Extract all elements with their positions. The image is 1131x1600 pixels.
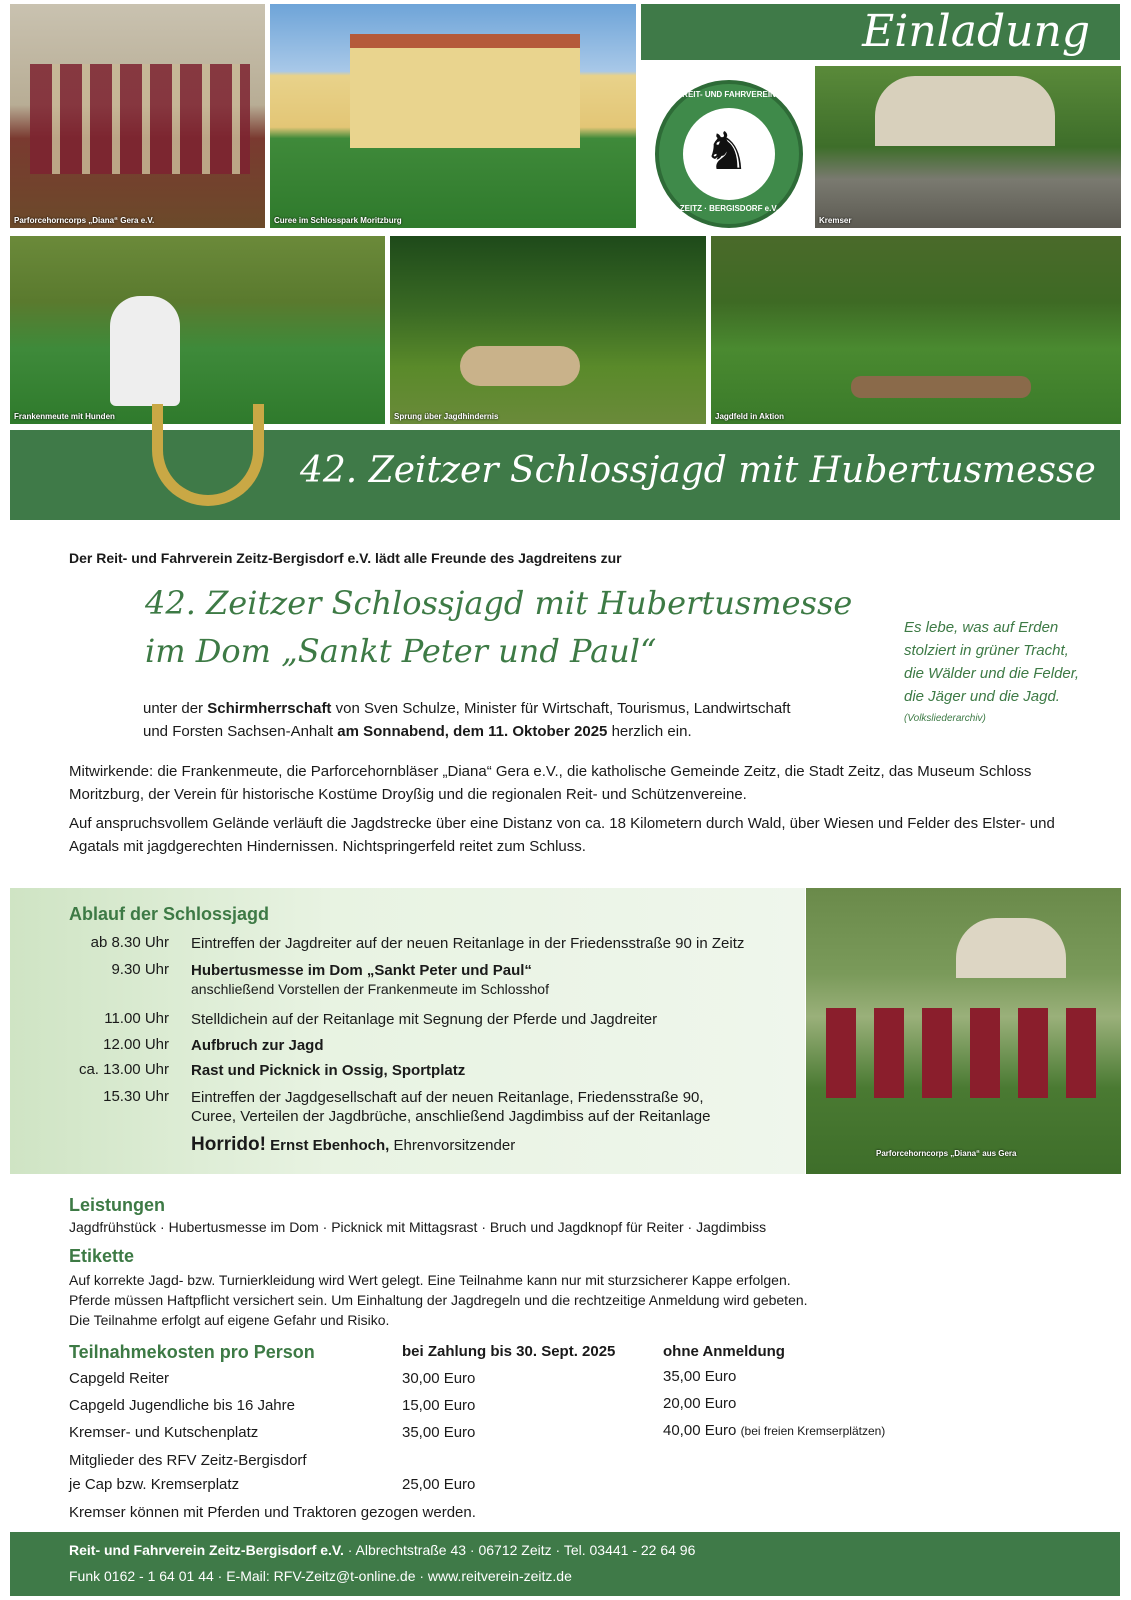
footer-contact: Funk 0162 - 1 64 01 44 · E-Mail: RFV-Zeitz@t-online.de · www.reitverein-zeitz.de <box>69 1568 572 1584</box>
horrido-line <box>191 1134 515 1156</box>
footer <box>10 1532 1120 1596</box>
einladung-banner <box>641 4 1120 60</box>
cost-late-value: 40,00 Euro <box>663 1422 737 1439</box>
cost-late: 20,00 Euro <box>663 1395 737 1412</box>
event-date: am Sonnabend, dem 11. Oktober 2025 <box>337 723 608 740</box>
photo-hornblaeser <box>806 888 1121 1174</box>
quote-block <box>904 616 1109 730</box>
banner-title: 42. Zeitzer Schlossjagd mit Hubertusmesse <box>300 450 1096 491</box>
leistungen-text: Jagdfrühstück · Hubertusmesse im Dom · Picknick mit Mittagsrast · Bruch und Jagdknopf für Reiter · Jagdimbiss <box>69 1219 767 1235</box>
program-time: ab 8.30 Uhr <box>90 934 169 951</box>
cost-early: 25,00 Euro <box>402 1476 476 1493</box>
horse-icon: ♞ <box>703 123 750 181</box>
program-bold: Rast und Picknick in Ossig, Sportplatz <box>191 1062 466 1079</box>
cost-label: Kremser- und Kutschenplatz <box>69 1424 259 1441</box>
logo-ring-text-top: REIT- UND FAHRVEREIN <box>682 90 776 99</box>
event-title-line2: im Dom „Sankt Peter und Paul“ <box>145 632 657 670</box>
program-time: 15.30 Uhr <box>103 1088 169 1105</box>
logo-ring-text-bottom: ZEITZ · BERGISDORF e.V. <box>679 204 779 213</box>
photo-horncorps <box>10 4 265 228</box>
program-time: 9.30 Uhr <box>111 961 169 978</box>
intro-lead: Der Reit- und Fahrverein Zeitz-Bergisdorf e.V. lädt alle Freunde des Jagdreitens zur <box>69 550 622 566</box>
program-text: Eintreffen der Jagdgesellschaft auf der neuen Reitanlage, Friedensstraße 90, Curee, Verteilen der Jagdbrüche, anschließend Jagdimbiss auf der Reitanlage <box>191 1089 711 1125</box>
event-title-line1: 42. Zeitzer Schlossjagd mit Hubertusmesse <box>145 584 853 622</box>
program-bold: Hubertusmesse im Dom „Sankt Peter und Paul“ <box>191 962 532 979</box>
patron-text: unter der <box>143 700 208 717</box>
leistungen-title: Leistungen <box>69 1195 166 1215</box>
kosten-col-early: bei Zahlung bis 30. Sept. 2025 <box>402 1343 616 1360</box>
cost-label: Capgeld Jugendliche bis 16 Jahre <box>69 1397 295 1414</box>
etikette-line: Die Teilnahme erfolgt auf eigene Gefahr und Risiko. <box>69 1312 390 1328</box>
quote-line: stolziert in grüner Tracht, <box>904 642 1069 659</box>
etikette-line: Auf korrekte Jagd- bzw. Turnierkleidung wird Wert gelegt. Eine Teilnahme kann nur mit sturzsicherer Kappe erfolgen. <box>69 1272 791 1288</box>
cost-early: 35,00 Euro <box>402 1424 476 1441</box>
einladung-title: Einladung <box>862 6 1090 57</box>
program-text: Eintreffen der Jagdreiter auf der neuen Reitanlage in der Friedensstraße 90 in Zeitz <box>191 935 745 952</box>
patronage <box>143 697 883 743</box>
cost-early: 15,00 Euro <box>402 1397 476 1414</box>
club-logo <box>655 80 803 228</box>
footer-address: · Albrechtstraße 43 · 06712 Zeitz · Tel. 03441 - 22 64 96 <box>343 1542 696 1558</box>
etikette-title: Etikette <box>69 1246 135 1266</box>
signer-role: Ehrenvorsitzender <box>393 1137 516 1154</box>
patron-text: herzlich ein. <box>607 723 692 740</box>
photo-caption: Curee im Schlosspark Moritzburg <box>274 216 402 225</box>
footer-org: Reit- und Fahrverein Zeitz-Bergisdorf e.V. <box>69 1542 344 1558</box>
photo-caption: Jagdfeld in Aktion <box>715 412 785 421</box>
program-text: Stelldichein auf der Reitanlage mit Segnung der Pferde und Jagdreiter <box>191 1011 658 1028</box>
photo-caption: Sprung über Jagdhindernis <box>394 412 499 421</box>
quote-line: die Wälder und die Felder, <box>904 665 1080 682</box>
cost-label: Mitglieder des RFV Zeitz-Bergisdorf <box>69 1452 307 1469</box>
program-time: 11.00 Uhr <box>104 1010 169 1027</box>
photo-castle <box>270 4 636 228</box>
photo-caption: Parforcehorncorps „Diana“ Gera e.V. <box>14 216 155 225</box>
patron-bold: Schirmherrschaft <box>207 700 332 717</box>
cost-late: 35,00 Euro <box>663 1368 737 1385</box>
strecke: Auf anspruchsvollem Gelände verläuft die Jagdstrecke über eine Distanz von ca. 18 Kilometern durch Wald, über Wiesen und Felder des Elster- und Agatals mit jagdgerechten Hindernissen. Nichtspringerfeld reitet zum Schluss. <box>69 815 1055 855</box>
patron-text: und Forsten Sachsen-Anhalt <box>143 723 338 740</box>
ablauf-title: Ablauf der Schlossjagd <box>69 904 270 924</box>
cost-label: Capgeld Reiter <box>69 1370 170 1387</box>
signer-name: Ernst Ebenhoch, <box>270 1137 390 1154</box>
horrido: Horrido! <box>191 1134 266 1155</box>
photo-caption: Parforcehorncorps „Diana“ aus Gera <box>876 1149 1017 1158</box>
quote-line: Es lebe, was auf Erden <box>904 619 1059 636</box>
etikette-line: Pferde müssen Haftpflicht versichert sein. Um Einhaltung der Jagdregeln und die rechtzeitige Anmeldung wird gebeten. <box>69 1292 808 1308</box>
kosten-col-late: ohne Anmeldung <box>663 1343 785 1360</box>
quote-source: (Volksliederarchiv) <box>904 713 986 724</box>
kosten-footnote: Kremser können mit Pferden und Traktoren gezogen werden. <box>69 1504 476 1521</box>
quote-line: die Jäger und die Jagd. <box>904 688 1060 705</box>
cost-note: (bei freien Kremserplätzen) <box>740 1424 886 1438</box>
program-bold: Aufbruch zur Jagd <box>191 1037 324 1054</box>
program-time: 12.00 Uhr <box>103 1036 169 1053</box>
cost-early: 30,00 Euro <box>402 1370 476 1387</box>
photo-frankenmeute <box>10 236 385 424</box>
program-sub: anschließend Vorstellen der Frankenmeute im Schlosshof <box>191 981 549 997</box>
program-time: ca. 13.00 Uhr <box>78 1061 169 1078</box>
photo-caption: Kremser <box>819 216 852 225</box>
photo-kremser <box>815 66 1121 228</box>
cost-late <box>663 1422 885 1439</box>
photo-caption: Frankenmeute mit Hunden <box>14 412 115 421</box>
ablauf-panel <box>10 888 805 1174</box>
etikette-text <box>69 1270 808 1330</box>
patron-text: von Sven Schulze, Minister für Wirtschaft, Tourismus, Landwirtschaft <box>331 700 791 717</box>
photo-sprung <box>390 236 706 424</box>
mitwirkende: Mitwirkende: die Frankenmeute, die Parforcehornbläser „Diana“ Gera e.V., die katholische Gemeinde Zeitz, die Stadt Zeitz, das Museum Schloss Moritzburg, der Verein für historische Kostüme Droyßig und die regionalen Reit- und Schützenvereine. <box>69 763 1032 803</box>
kosten-title: Teilnahmekosten pro Person <box>69 1342 315 1362</box>
photo-jagdfeld <box>711 236 1121 424</box>
cost-label-2: je Cap bzw. Kremserplatz <box>69 1476 240 1493</box>
